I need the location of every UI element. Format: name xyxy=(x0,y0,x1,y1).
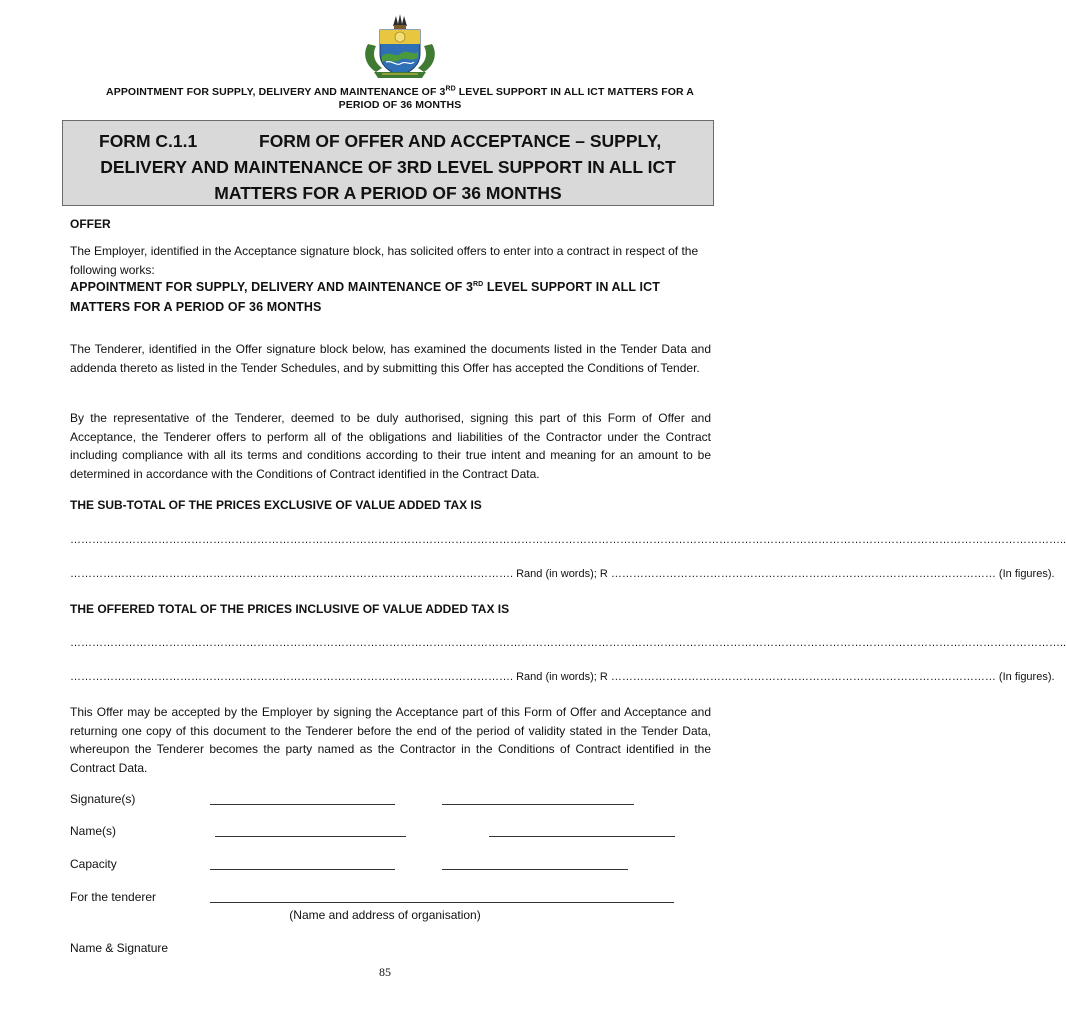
subtotal-heading: THE SUB-TOTAL OF THE PRICES EXCLUSIVE OF VALUE ADDED TAX IS xyxy=(70,498,482,512)
offer-intro: The Employer, identified in the Acceptance signature block, has solicited offers to enter into a contract in respect of the following works: xyxy=(70,244,699,277)
offer-paragraph-1: The Tenderer, identified in the Offer signature block below, has examined the documents listed in the Tender Data and addenda thereto as listed in the Tender Schedules, and by submitting this Offer has accepted the Conditions of Tender. xyxy=(70,342,711,375)
organisation-field[interactable] xyxy=(210,902,674,903)
names-label: Name(s) xyxy=(70,824,117,838)
name-field-2[interactable] xyxy=(489,836,675,837)
offer-heading: OFFER xyxy=(70,217,111,231)
municipal-crest-logo xyxy=(360,14,440,80)
form-title-box xyxy=(62,120,714,206)
acceptance-note: This Offer may be accepted by the Employer by signing the Acceptance part of this Form of Offer and Acceptance and returning one copy of this document to the Tenderer before the end of the period of validity stated in the Tender Data, whereupon the Tenderer becomes the party named as the Contractor in the Conditions of Contract identified in the Contract Data. xyxy=(70,705,711,775)
form-title-line-2: DELIVERY AND MAINTENANCE OF 3RD LEVEL SUPPORT IN ALL ICT xyxy=(100,157,676,177)
form-title-line-1: FORM OF OFFER AND ACCEPTANCE – SUPPLY, xyxy=(259,131,662,151)
form-code: FORM C.1.1 xyxy=(99,131,198,151)
total-heading: THE OFFERED TOTAL OF THE PRICES INCLUSIVE OF VALUE ADDED TAX IS xyxy=(70,602,510,616)
capacity-label: Capacity xyxy=(70,857,117,871)
capacity-field-1[interactable] xyxy=(210,869,395,870)
offer-subject: APPOINTMENT FOR SUPPLY, DELIVERY AND MAINTENANCE OF 3RD LEVEL SUPPORT IN ALL ICT MATTERS FOR A PERIOD OF 36 MONTHS xyxy=(70,280,660,314)
signature-field-2[interactable] xyxy=(442,804,634,805)
tenderer-label: For the tenderer xyxy=(70,890,157,904)
signatures-label: Signature(s) xyxy=(70,792,136,806)
name-signature-label: Name & Signature xyxy=(70,941,169,955)
capacity-field-2[interactable] xyxy=(442,869,628,870)
header-title: APPOINTMENT FOR SUPPLY, DELIVERY AND MAINTENANCE OF 3RD LEVEL SUPPORT IN ALL ICT MATTERS FOR A PERIOD OF 36 MONTHS xyxy=(106,85,694,111)
subtotal-rand-line[interactable]: …………………………………………………………………………………………………………. Rand (in words); R …………………………………………………………………………………………… (In figures). xyxy=(70,568,1055,580)
offer-paragraph-2: By the representative of the Tenderer, deemed to be duly authorised, signing this part of this Form of Offer and Acceptance, the Tenderer offers to perform all of the obligations and liabilities of the Contractor under the Contract including compliance with all its terms and conditions according to their true intent and meaning for an amount to be determined in accordance with the Conditions of Contract identified in the Contract Data. xyxy=(70,411,711,481)
organisation-caption: (Name and address of organisation) xyxy=(289,908,481,922)
signature-field-1[interactable] xyxy=(210,804,395,805)
subtotal-amount-words-field[interactable]: ……………………………………………………………………………………………………………………………………………………………………………………………………………………………………………….. xyxy=(70,534,1066,546)
total-amount-words-field[interactable]: ……………………………………………………………………………………………………………………………………………………………………………………………………………………………………………….. xyxy=(70,637,1066,649)
name-field-1[interactable] xyxy=(215,836,406,837)
page-number: 85 xyxy=(379,965,391,979)
total-rand-line[interactable]: …………………………………………………………………………………………………………. Rand (in words); R …………………………………………………………………………………………… (In figures). xyxy=(70,671,1055,683)
form-title-line-3: MATTERS FOR A PERIOD OF 36 MONTHS xyxy=(214,183,562,203)
